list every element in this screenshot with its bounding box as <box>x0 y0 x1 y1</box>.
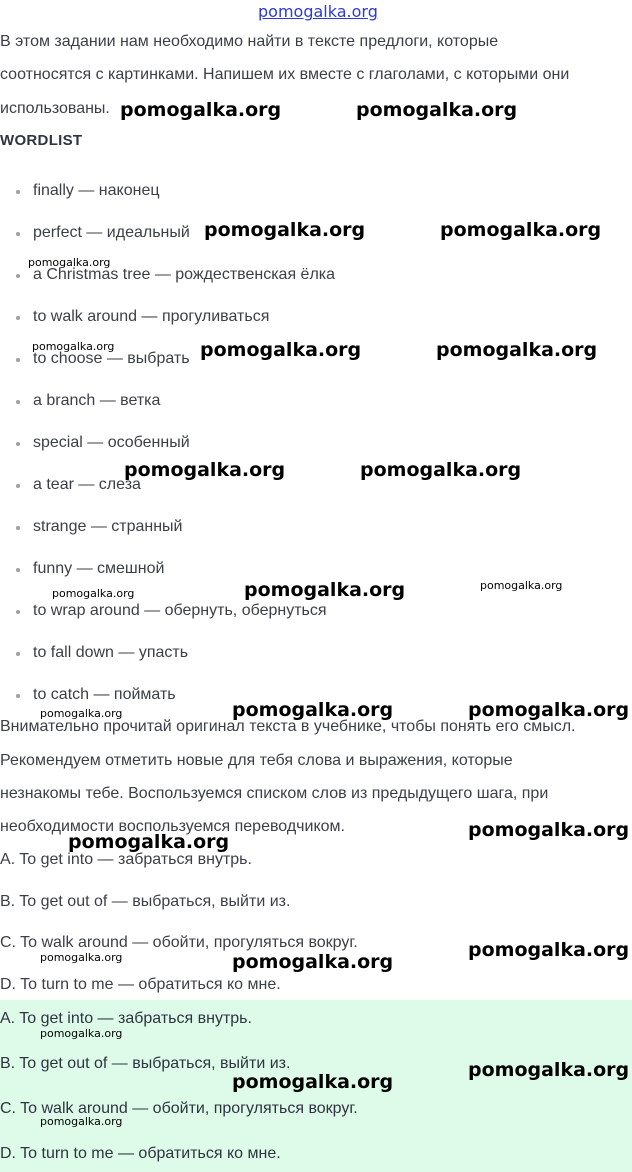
bullet <box>16 316 20 320</box>
watermark-logo: pomogalka.org <box>124 459 286 481</box>
answer-a: A. To get into — забраться внутрь. <box>0 1010 252 1027</box>
bullet <box>16 610 20 614</box>
watermark-logo: pomogalka.org <box>468 819 630 841</box>
bullet <box>16 652 20 656</box>
watermark-logo: pomogalka.org <box>468 699 630 721</box>
intro-line-2: соотносятся с картинками. Напишем их вместе с глаголами, с которыми они <box>0 66 570 83</box>
bullet <box>16 358 20 362</box>
watermark-logo: pomogalka.org <box>436 339 598 361</box>
pair-b: B. To get out of — выбраться, выйти из. <box>0 893 291 910</box>
watermark-logo-small: pomogalka.org <box>40 1027 123 1040</box>
pair-d: D. To turn to me — обратиться ко мне. <box>0 976 281 993</box>
reading-line-4: необходимости воспользуемся переводчиком. <box>0 818 345 835</box>
watermark-logo: pomogalka.org <box>200 339 362 361</box>
watermark-logo: pomogalka.org <box>232 699 394 721</box>
watermark-logo: pomogalka.org <box>204 219 366 241</box>
watermark-logo-small: pomogalka.org <box>52 587 135 600</box>
answer-d: D. To turn to me — обратиться ко мне. <box>0 1145 281 1162</box>
wordlist-heading: WORDLIST <box>0 132 83 149</box>
reading-line-1: Внимательно прочитай оригинал текста в учебнике, чтобы понять его смысл. <box>0 718 576 735</box>
list-item: a Christmas tree — рождественская ёлка <box>33 266 336 283</box>
list-item: to fall down — упасть <box>33 644 189 661</box>
bullet <box>16 232 20 236</box>
watermark-logo: pomogalka.org <box>244 579 406 601</box>
watermark-logo: pomogalka.org <box>356 99 518 121</box>
watermark-logo: pomogalka.org <box>232 1071 394 1093</box>
watermark-logo-small: pomogalka.org <box>40 707 123 720</box>
answer-c: C. To walk around — обойти, прогуляться вокруг. <box>0 1100 358 1117</box>
list-item: strange — странный <box>33 518 183 535</box>
intro-line-1: В этом задании нам необходимо найти в тексте предлоги, которые <box>0 33 499 50</box>
list-item: a tear — слеза <box>33 476 141 493</box>
watermark-logo: pomogalka.org <box>440 219 602 241</box>
watermark-logo: pomogalka.org <box>120 99 282 121</box>
bullet <box>16 400 20 404</box>
list-item: funny — смешной <box>33 560 165 577</box>
list-item: finally — наконец <box>33 182 160 199</box>
bullet <box>16 526 20 530</box>
list-item: a branch — ветка <box>33 392 161 409</box>
list-item: to wrap around — обернуть, обернуться <box>33 602 327 619</box>
watermark-logo: pomogalka.org <box>468 1059 630 1081</box>
bullet <box>16 484 20 488</box>
reading-line-2: Рекомендуем отметить новые для тебя слова и выражения, которые <box>0 752 513 769</box>
list-item: perfect — идеальный <box>33 224 190 241</box>
intro-line-3: использованы. <box>0 100 110 117</box>
list-item: to catch — поймать <box>33 686 176 703</box>
watermark-logo-small: pomogalka.org <box>28 256 111 269</box>
bullet <box>16 568 20 572</box>
pair-c: C. To walk around — обойти, прогуляться вокруг. <box>0 934 358 951</box>
watermark-logo: pomogalka.org <box>68 831 230 853</box>
reading-line-3: незнакомы тебе. Воспользуемся списком слов из предыдущего шага, при <box>0 785 549 802</box>
pair-a: A. To get into — забраться внутрь. <box>0 851 252 868</box>
watermark-logo: pomogalka.org <box>360 459 522 481</box>
list-item: special — особенный <box>33 434 190 451</box>
bullet <box>16 694 20 698</box>
watermark-logo: pomogalka.org <box>232 951 394 973</box>
watermark-logo-small: pomogalka.org <box>40 1115 123 1128</box>
list-item: to choose — выбрать <box>33 350 190 367</box>
watermark-logo-small: pomogalka.org <box>40 951 123 964</box>
bullet <box>16 442 20 446</box>
list-item: to walk around — прогуливаться <box>33 308 270 325</box>
watermark-top: pomogalka.org <box>258 2 378 21</box>
bullet <box>16 274 20 278</box>
watermark-logo: pomogalka.org <box>468 939 630 961</box>
watermark-logo-small: pomogalka.org <box>480 579 563 592</box>
bullet <box>16 190 20 194</box>
watermark-logo-small: pomogalka.org <box>32 340 115 353</box>
answer-b: B. To get out of — выбраться, выйти из. <box>0 1055 291 1072</box>
